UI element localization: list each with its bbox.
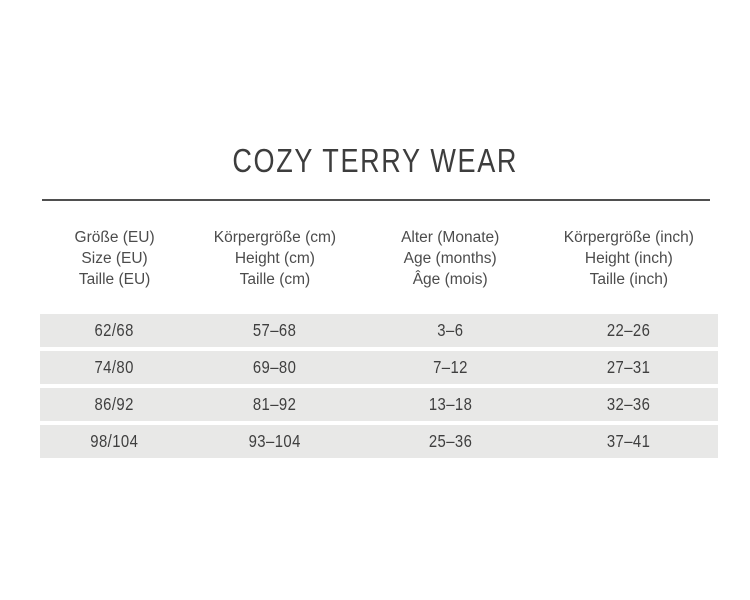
header-cell-age-months	[361, 227, 540, 290]
header-line-de: Körpergröße (inch)	[563, 229, 694, 246]
cell-height-cm	[189, 320, 361, 341]
table-row	[40, 388, 718, 421]
page-title	[0, 142, 750, 180]
cell-height-cm	[189, 431, 361, 452]
cell-value: 22–26	[607, 320, 651, 340]
header-line-en: Size (EU)	[81, 250, 148, 267]
cell-height-cm	[189, 357, 361, 378]
header-cell-height-inch	[540, 227, 718, 290]
cell-age-months	[361, 357, 540, 378]
page-title-text: COZY TERRY WEAR	[232, 142, 518, 179]
cell-age-months	[361, 431, 540, 452]
header-line-fr: Taille (EU)	[78, 271, 151, 288]
cell-value: 13–18	[428, 394, 472, 414]
cell-height-inch	[540, 431, 718, 452]
header-line-en: Age (months)	[403, 250, 497, 267]
cell-age-months	[361, 320, 540, 341]
cell-value: 27–31	[607, 357, 651, 377]
cell-size-eu	[40, 320, 189, 341]
header-line-fr: Taille (cm)	[239, 271, 311, 288]
table-body	[40, 314, 718, 458]
cell-height-inch	[540, 320, 718, 341]
header-cell-size-eu	[40, 227, 189, 290]
header-line-fr: Âge (mois)	[412, 271, 488, 288]
header-divider-line	[42, 199, 710, 201]
cell-value: 81–92	[253, 394, 297, 414]
size-chart-table	[40, 227, 718, 462]
header-line-en: Height (cm)	[234, 250, 315, 267]
cell-value: 62/68	[94, 320, 135, 340]
cell-value: 74/80	[94, 357, 135, 377]
cell-value: 25–36	[428, 431, 472, 451]
table-row	[40, 425, 718, 458]
table-row	[40, 314, 718, 347]
cell-value: 86/92	[94, 394, 135, 414]
header-line-de: Körpergröße (cm)	[213, 229, 337, 246]
table-header-row	[40, 227, 718, 290]
cell-value: 7–12	[432, 357, 468, 377]
header-line-de: Größe (EU)	[74, 229, 155, 246]
cell-value: 57–68	[253, 320, 297, 340]
header-line-en: Height (inch)	[584, 250, 673, 267]
cell-value: 98/104	[90, 431, 139, 451]
header-cell-height-cm	[189, 227, 361, 290]
cell-height-cm	[189, 394, 361, 415]
cell-value: 37–41	[607, 431, 651, 451]
cell-size-eu	[40, 431, 189, 452]
cell-value: 3–6	[437, 320, 464, 340]
cell-value: 93–104	[248, 431, 302, 451]
cell-value: 69–80	[253, 357, 297, 377]
cell-height-inch	[540, 394, 718, 415]
header-line-fr: Taille (inch)	[589, 271, 669, 288]
table-row	[40, 351, 718, 384]
cell-height-inch	[540, 357, 718, 378]
cell-size-eu	[40, 357, 189, 378]
header-line-de: Alter (Monate)	[401, 229, 500, 246]
cell-age-months	[361, 394, 540, 415]
cell-size-eu	[40, 394, 189, 415]
cell-value: 32–36	[607, 394, 651, 414]
